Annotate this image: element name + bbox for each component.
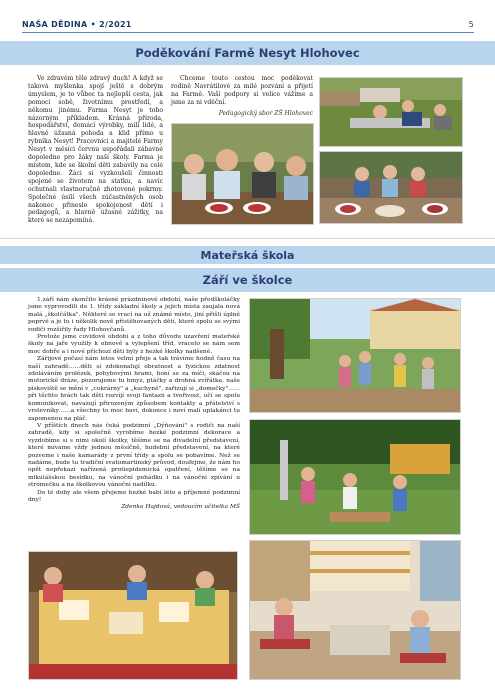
article-title-bar [0, 268, 495, 292]
article-paragraph: V příštích dnech nás čeká podzimní „Dýňování" s rodiči na naší zahradě, kdy si společně vyrobíme hezké podzimní dekorace a vyzdobíme si s nimi okolí školky, těšíme se na divadelní představení, které mívame vždy jednou měsíčně, hudební představení, na které pozveme i naše kamarády z první třídy a spolu se pobavíme. Než se nadáme, bude tu tradiční svatomartinský průvod, doufejme, že nám ho opět nepřekazí nařízená protiepidemická opatření, těšíme se na mikulášskou besídku, na vánoční pohádku i na vánoční zpívání u stromečku a na školkovou vánoční nadílku. [28, 422, 240, 489]
kindergarten-photo-playground [249, 419, 461, 535]
kindergarten-photo-classroom-table [28, 551, 238, 680]
page-number: 5 [468, 20, 474, 29]
article-paragraph: Zářijové počasí nám letos velmi přeje a tak trávíme hodně času na naší zahradě……děti si zdokonalují obratnost a fyzickou zdatnost zdoláváním prolézek, pohybovými hrami, honí se za míči, skáčou na motorické dráze, pozorujeme tu hmyz, ptáčky a drobná zvířátka, naše pískoviště se mění v „cukrárny" a „kuchyně", zařizují si „domečky"…… při těchto hrách tak děti rozvíjí svoji fantazii a tvořivost, učí se spolu komunikovat, navazují přirozeným způsobem kontakty a přátelství s vrstevníky……a všechny to moc baví, dokonce i noví malí uplakánci tu zapomenou na pláč. [28, 356, 240, 422]
article-text [28, 297, 240, 512]
section-title-bar [0, 41, 495, 65]
article-paragraph: Do té doby ale všem přejeme hezké babí léto a příjemné podzimní dny! [28, 489, 240, 503]
article-column-1 [28, 75, 163, 225]
kindergarten-photo-playroom [249, 540, 461, 680]
article-title: Září ve školce [202, 273, 293, 287]
farm-photo-table-with-food [319, 151, 463, 224]
farm-photo-children-eating [171, 123, 314, 225]
signature: Zdenka Hajdová, vedoucím učitelka MŠ [121, 504, 240, 511]
section-title-bar [0, 246, 495, 264]
farm-photo-lying-on-grass [319, 77, 463, 147]
section-divider [0, 238, 495, 239]
article-paragraph: 1.září nám skončilo krásné prázdninové období, naše předškoláčky jsme vyprovodili do 1. třídy základní školy a jejich místa zaujala nová malá „školčátka". Některé se vrací na už známé místo, jiní přišli úplně poprvé a je tu i několik nově přistěhovaných dětí, které spolu se svými rodiči rozšířily řady Hlohovčanů. [28, 297, 240, 333]
running-header [22, 16, 474, 33]
article-column-2 [171, 75, 313, 107]
article-title: Poděkování Farmě Nesyt Hlohovec [135, 46, 360, 60]
article-paragraph: Ve zdravém těle zdravý duch! A když se taková myšlenka spojí ještě s dobrým úmyslem, je to vůbec ta nejlepší cesta, jak pomoci sobě, životnímu prostředí, a někomu jinému. Farma Nesyt je toho názorným příkladem. Krásná příroda, hospodářství, domácí výrobky, milí lidé, a hlavně úžasná pohoda a klid přímo u rybníka Nesyt! Pracovníci a majitelé Farmy Nesyt v měsíci červnu uspořádali zábavné dopoledne pro žáky naší školy. Farma je místem, kde se školní děti zabavily na celé dopoledne. Žáci si vyzkoušeli činnosti spojené se životem na statku, a navíc ochutnali vlastnoručně zhotovené pokrmy. Společné úsilí všech zúčastněných osob nakonec přineslo spokojenost dětí i pedagogů, a hlavně úžasné zážitky, na které se nezapomíná. [28, 75, 163, 225]
article-paragraph: Chceme touto cestou moc poděkovat rodině Navrátilové za milé pozvání a přijetí na Farmě. Vaší podpory si velice vážíme a jsme za ni vděční. [171, 75, 313, 106]
photo-caption: Pedagogický sbor ZŠ Hlohovec [218, 110, 313, 117]
section-heading: Mateřská škola [200, 249, 295, 262]
article-paragraph: Protože jsme covidové období a z toho důvodu uzavření mateřské školy na jaře využily k obnově a vylepšení tříd, vracelo se nám sem moc dobře a i nové příchozí děti byly z hezké školky nadšené. [28, 334, 240, 355]
kindergarten-photo-garden [249, 298, 461, 413]
magazine-title: NAŠA DĚDINA • 2/2021 [22, 20, 132, 29]
